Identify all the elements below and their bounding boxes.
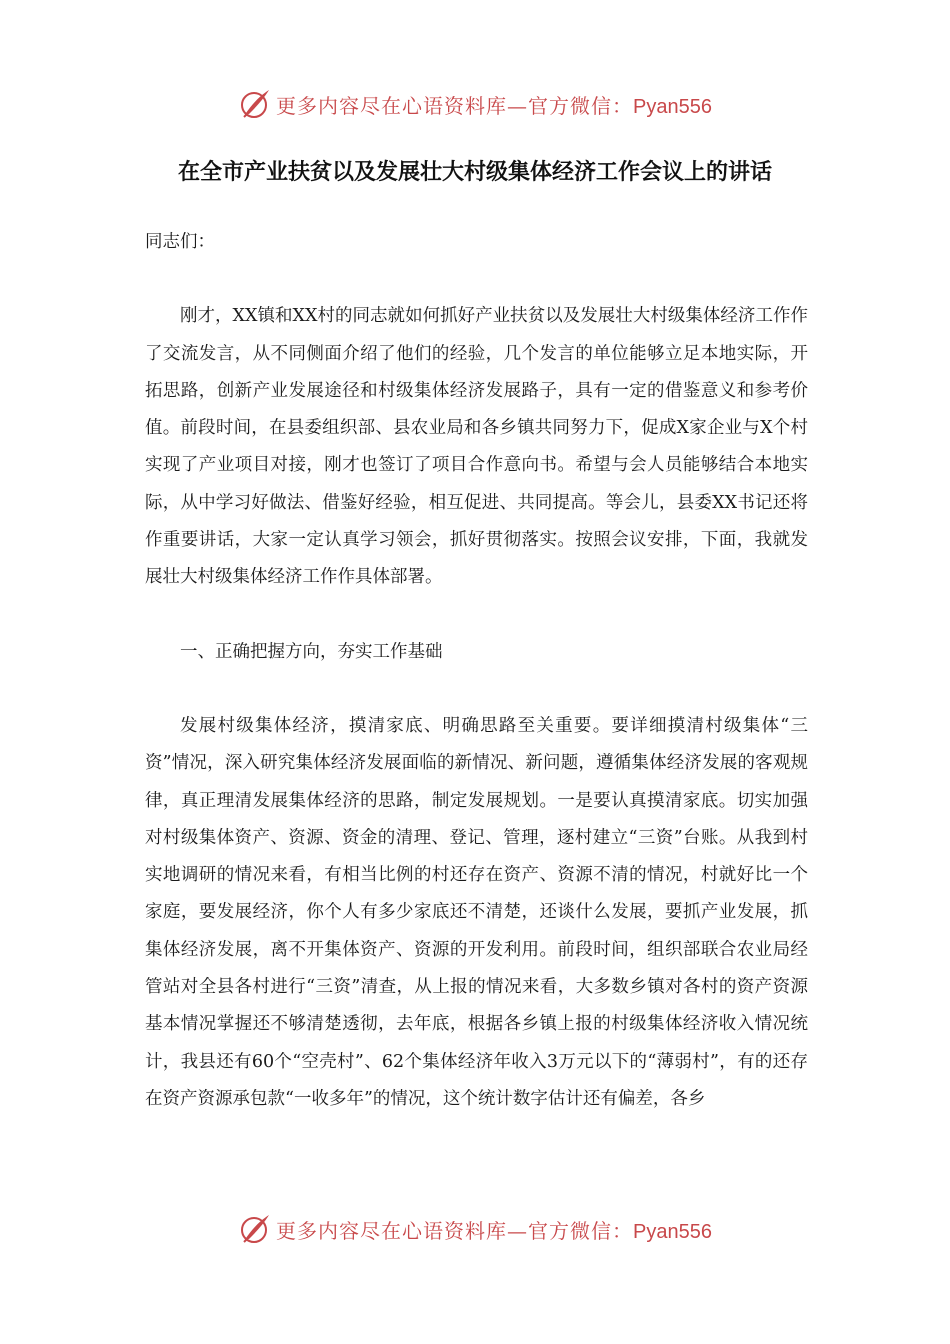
document-body [145, 224, 808, 1118]
footer-banner [0, 1209, 950, 1249]
section-heading-1: 一、正确把握方向，夯实工作基础 [180, 641, 443, 662]
banner-promo-text: 更多内容尽在心语资料库—官方微信： [276, 1218, 634, 1243]
banner-wechat-id: Pyan556 [633, 95, 712, 118]
paragraph-1: 刚才，XX镇和XX村的同志就如何抓好产业扶贫以及发展壮大村级集体经济工作作了交流发言，从不同侧面介绍了他们的经验，几个发言的单位能够立足本地实际，开拓思路，创新产业发展途径和村级集体经济发展路子，具有一定的借鉴意义和参考价值。前段时间，在县委组织部、县农业局和各乡镇共同努力下，促成X家企业与X个村实现了产业项目对接，刚才也签订了项目合作意向书。希望与会人员能够结合本地实际，从中学习好做法、借鉴好经验，相互促进、共同提高。等会儿，县委XX书记还将作重要讲话，大家一定认真学习领会，抓好贯彻落实。按照会议安排，下面，我就发展壮大村级集体经济工作作具体部署。 [145, 306, 808, 588]
banner-text [276, 1215, 712, 1244]
quill-pen-logo-icon [238, 1212, 272, 1246]
header-banner [0, 84, 950, 124]
quill-pen-logo-icon [238, 87, 272, 121]
banner-text [276, 90, 712, 119]
banner-promo-text: 更多内容尽在心语资料库—官方微信： [276, 93, 634, 118]
banner-wechat-id: Pyan556 [633, 1220, 712, 1243]
paragraph-2: 发展村级集体经济，摸清家底、明确思路至关重要。要详细摸清村级集体“三资”情况，深入研究集体经济发展面临的新情况、新问题，遵循集体经济发展的客观规律，真正理清发展集体经济的思路，制定发展规划。一是要认真摸清家底。切实加强对村级集体资产、资源、资金的清理、登记、管理，逐村建立“三资”台账。从我到村实地调研的情况来看，有相当比例的村还存在资产、资源不清的情况，村就好比一个家庭，要发展经济，你个人有多少家底还不清楚，还谈什么发展，要抓产业发展，抓集体经济发展，离不开集体资产、资源的开发利用。前段时间，组织部联合农业局经管站对全县各村进行“三资”清查，从上报的情况来看，大多数乡镇对各村的资产资源基本情况掌握还不够清楚透彻，去年底，根据各乡镇上报的村级集体经济收入情况统计，我县还有60个“空壳村”、62个集体经济年收入3万元以下的“薄弱村”，有的还存在资产资源承包款“一收多年”的情况，这个统计数字估计还有偏差，各乡 [145, 715, 808, 1109]
document-title: 在全市产业扶贫以及发展壮大村级集体经济工作会议上的讲话 [177, 160, 772, 185]
salutation: 同志们： [145, 232, 215, 252]
